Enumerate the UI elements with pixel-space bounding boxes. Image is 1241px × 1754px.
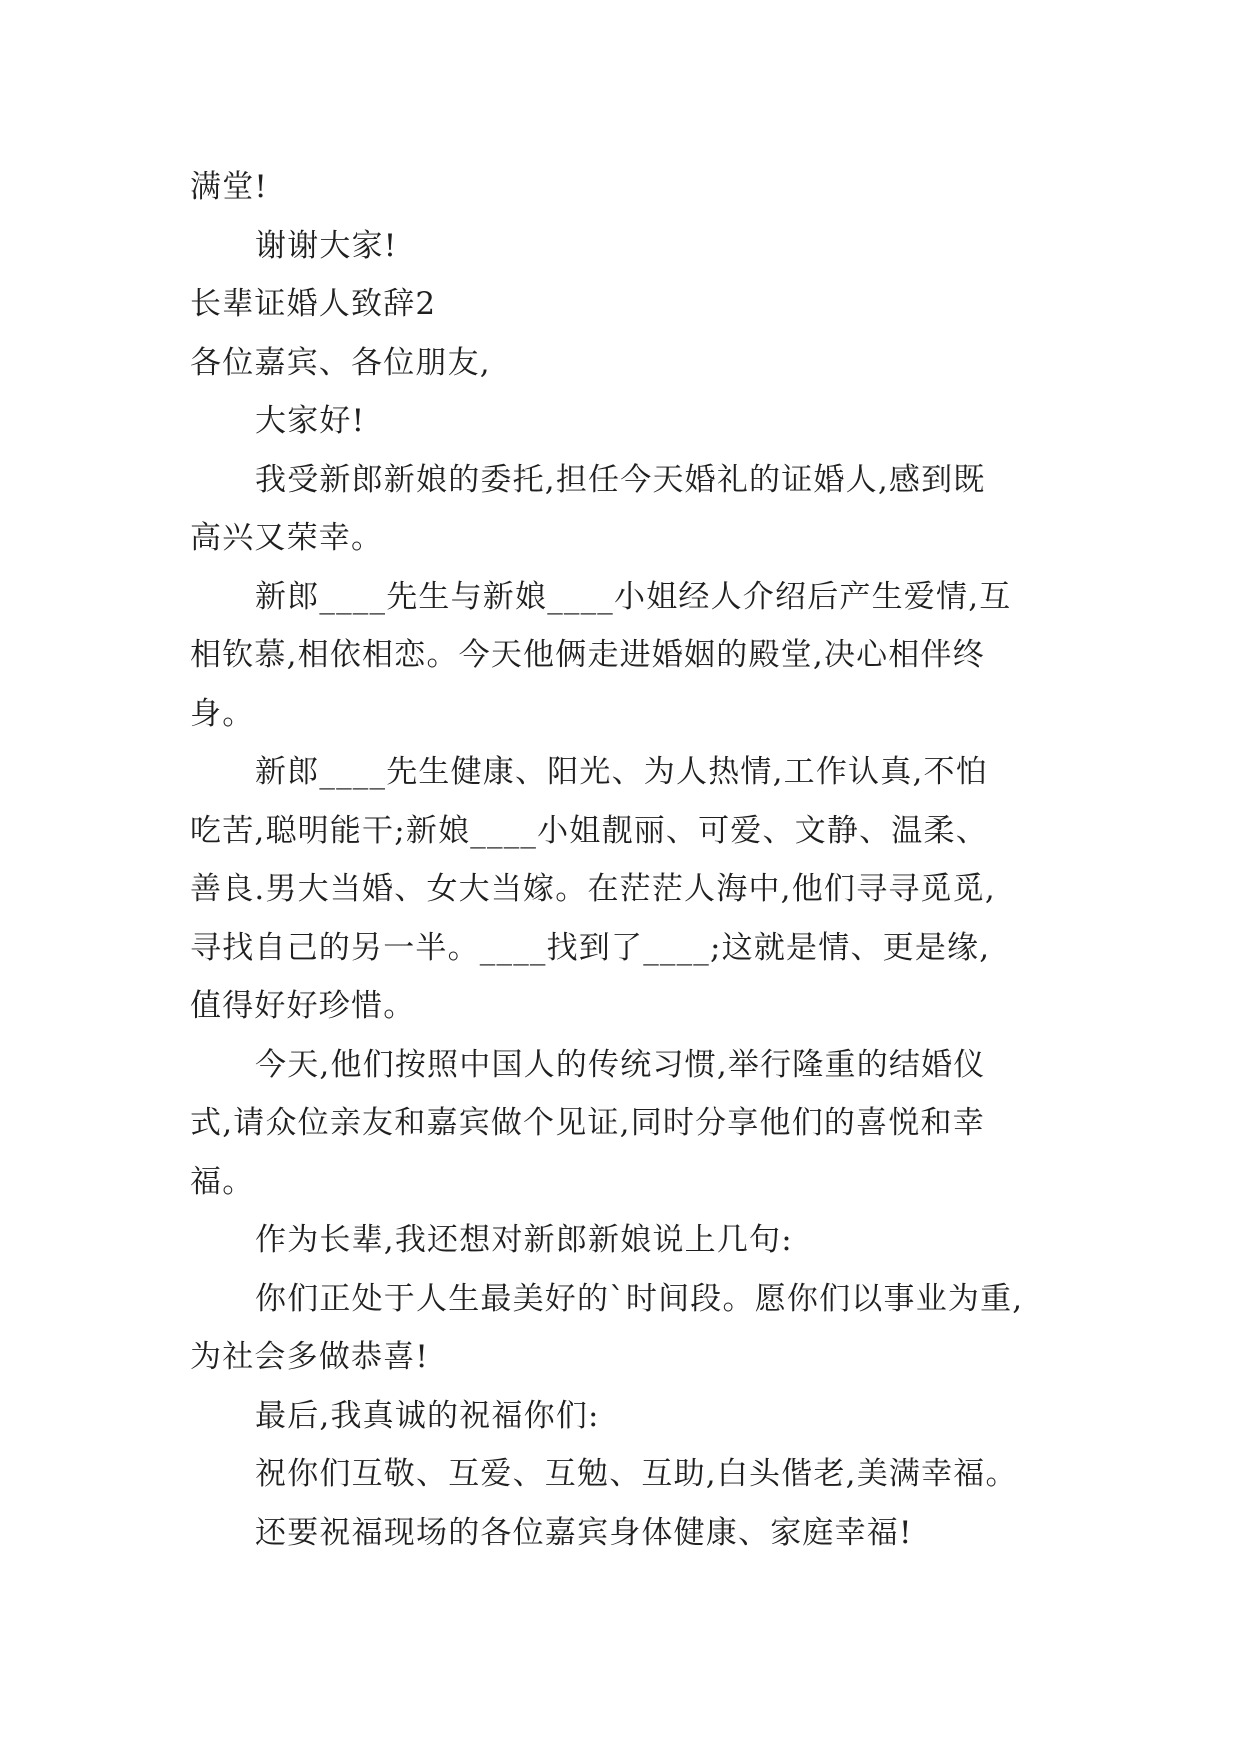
text-line: 新郎____先生与新娘____小姐经人介绍后产生爱情,互 — [255, 578, 1012, 615]
text-line: 吃苦,聪明能干;新娘____小姐靓丽、可爱、文静、温柔、 — [190, 812, 988, 849]
text-line: 为社会多做恭喜! — [190, 1339, 430, 1375]
text-line: 身。 — [190, 695, 255, 732]
text-line: 善良.男大当婚、女大当嫁。在茫茫人海中,他们寻寻觅觅, — [190, 871, 996, 907]
text-line: 福。 — [190, 1163, 255, 1200]
section-title: 长辈证婚人致辞2 — [190, 286, 437, 322]
text-line: 相钦慕,相依相恋。今天他俩走进婚姻的殿堂,决心相伴终 — [190, 637, 985, 673]
text-line: 祝你们互敬、互爱、互勉、互助,白头偕老,美满幸福。 — [255, 1456, 1018, 1492]
text-line: 式,请众位亲友和嘉宾做个见证,同时分享他们的喜悦和幸 — [190, 1105, 985, 1141]
text-line: 你们正处于人生最美好的`时间段。愿你们以事业为重, — [255, 1280, 1024, 1317]
text-line: 值得好好珍惜。 — [190, 988, 416, 1024]
text-line: 寻找自己的另一半。____找到了____;这就是情、更是缘, — [190, 929, 991, 966]
text-line: 还要祝福现场的各位嘉宾身体健康、家庭幸福! — [255, 1514, 913, 1551]
text-line: 高兴又荣幸。 — [190, 520, 384, 556]
text-line: 我受新郎新娘的委托,担任今天婚礼的证婚人,感到既 — [255, 461, 986, 498]
text-line: 作为长辈,我还想对新郎新娘说上几句: — [255, 1222, 793, 1258]
document-body — [190, 158, 1070, 1562]
text-line: 满堂! — [190, 169, 269, 205]
text-line: 谢谢大家! — [255, 227, 398, 264]
text-line: 今天,他们按照中国人的传统习惯,举行隆重的结婚仪 — [255, 1046, 986, 1083]
text-line: 新郎____先生健康、阳光、为人热情,工作认真,不怕 — [255, 754, 988, 790]
salutation: 各位嘉宾、各位朋友, — [190, 344, 491, 381]
text-line: 大家好! — [255, 403, 366, 439]
text-line: 最后,我真诚的祝福你们: — [255, 1397, 600, 1434]
